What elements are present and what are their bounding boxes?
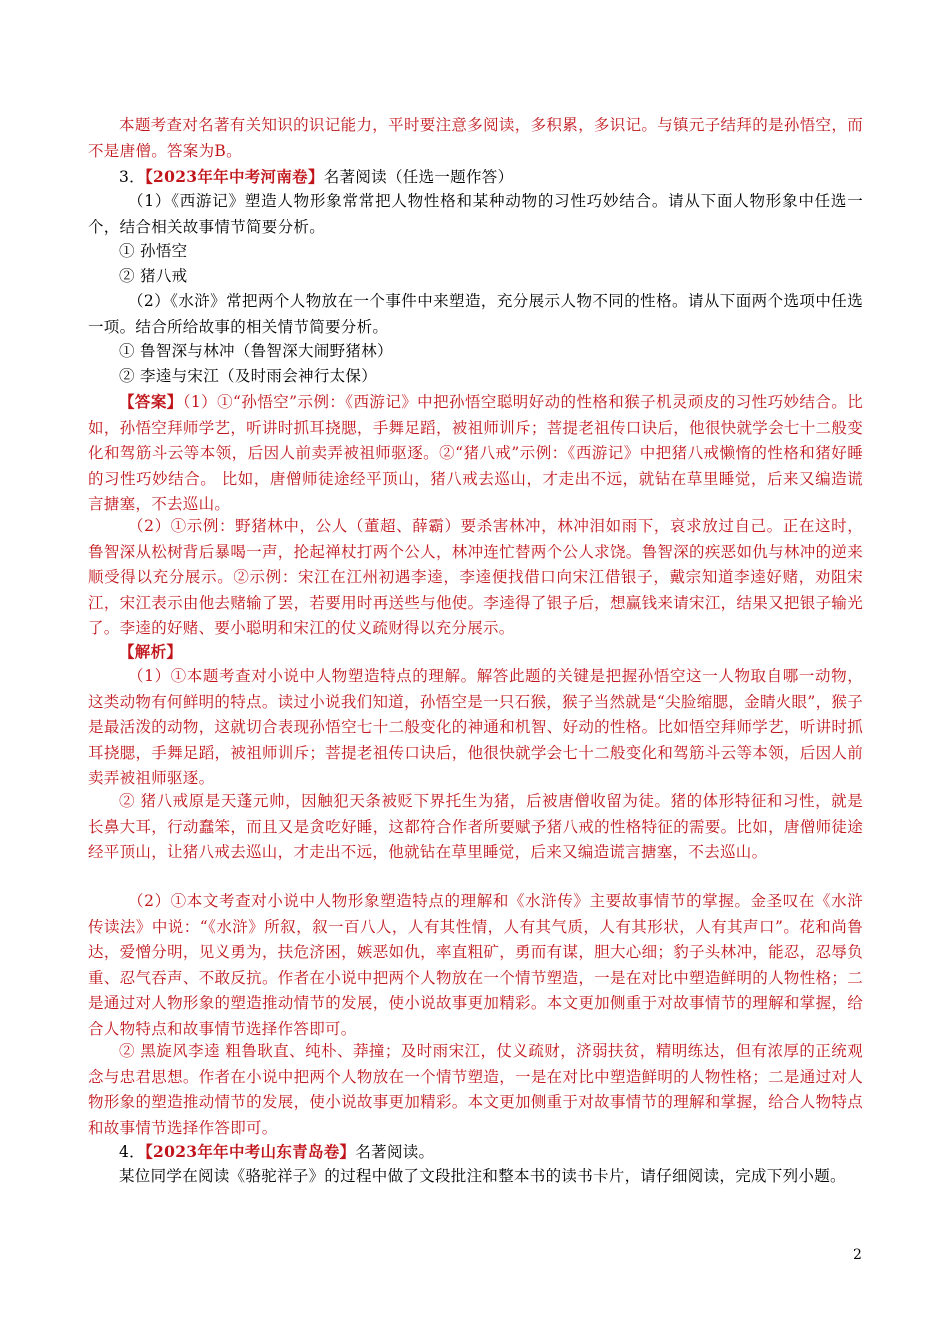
q3-analysis-1a: （1）①本题考查对小说中人物塑造特点的理解。解答此题的关键是把握孙悟空这一人物取自哪一动物，这类动物有何鲜明的特点。读过小说我们知道，孙悟空是一只石猴，猴子当然就是“尖脸缩腮，金睛火眼”，猴子是最活泼的动物，这就切合表现孙悟空七十二般变化的神通和机智、好动的性格。比如悟空拜师学艺，听讲时抓耳挠腮，手舞足蹈，被祖师训斥；菩提老祖传口诀后，他很快就学会七十二般变化和驾筋斗云等本领，后因人前卖弄被祖师驱逐。 [88,667,863,787]
q4-number: 4． [119,1143,145,1161]
q3-answer-2: （2）①示例：野猪林中，公人（董超、薛霸）要杀害林冲，林冲泪如雨下，哀求放过自己。正在这时，鲁智深从松树背后暴喝一声，抡起禅杖打两个公人，林冲连忙替两个公人求饶。鲁智深的疾恶如仇与林冲的逆来顺受得以充分展示。②示例：宋江在江州初遇李逵，李逵便找借口向宋江借银子，戴宗知道李逵好赌，劝阻宋江，宋江表示由他去赌输了罢，若要用时再送些与他使。李逵得了银子后，想赢钱来请宋江，结果又把银子输光了。李逵的好赌、要小聪明和宋江的仗义疏财得以充分展示。 [88,517,863,637]
q3-part2-option-2: ② 李逵与宋江（及时雨会神行太保） [119,367,378,385]
q4-prompt: 某位同学在阅读《骆驼祥子》的过程中做了文段批注和整本书的读书卡片，请仔细阅读，完成下列小题。 [119,1167,846,1185]
page-number: 2 [853,1247,862,1263]
answer-tag: 【答案】 [119,392,183,411]
q4-heading [88,1139,863,1166]
q3-answer-1 [88,389,863,518]
q3-analysis-heading [88,639,863,666]
q3-part2-option-1: ① 鲁智深与林冲（鲁智深大闹野猪林） [119,342,393,360]
answer-1-text: （1）①“孙悟空”示例：《西游记》中把孙悟空聪明好动的性格和猴子机灵顽皮的习性巧妙结合。比如，孙悟空拜师学艺，听讲时抓耳挠腮，手舞足蹈，被祖师训斥；菩提老祖传口诀后，他很快就学会七十二般变化和驾筋斗云等本领，后因人前卖弄被祖师驱逐。②“猪八戒”示例：《西游记》中把猪八戒懒惰的性格和猪好睡的习性巧妙结合。 比如，唐僧师徒途经平顶山，猪八戒去巡山，才走出不远，就钻在草里睡觉，后来又编造谎言搪塞，不去巡山。 [88,393,864,513]
q3-analysis-1b: ② 猪八戒原是天蓬元帅，因触犯天条被贬下界托生为猪，后被唐僧收留为徒。猪的体形特征和习性，就是长鼻大耳，行动蠢笨，而且又是贪吃好睡，这都符合作者所要赋予猪八戒的性格特征的需要。比如，唐僧师徒途经平顶山，让猪八戒去巡山，才走出不远，他就钻在草里睡觉，后来又编造谎言搪塞，不去巡山。 [88,792,863,861]
q3-part1-prompt: （1）《西游记》塑造人物形象常常把人物性格和某种动物的习性巧妙结合。请从下面人物形象中任选一个，结合相关故事情节简要分析。 [88,192,863,236]
q3-part2-prompt: （2）《水浒》常把两个人物放在一个事件中来塑造，充分展示人物不同的性格。请从下面两个选项中任选一项。结合所给故事的相关情节简要分析。 [88,292,863,336]
q3-heading [88,164,863,191]
q3-analysis-2a: （2）①本文考查对小说中人物形象塑造特点的理解和《水浒传》主要故事情节的掌握。金圣叹在《水浒传读法》中说：“《水浒》所叙，叙一百八人，人有其性情，人有其气质，人有其形状，人有其声口”。花和尚鲁达，爱憎分明，见义勇为，扶危济困，嫉恶如仇，率直粗矿，勇而有谋，胆大心细；豹子头林冲，能忍，忍辱负重、忍气吞声、不敢反抗。作者在小说中把两个人物放在一个情节塑造，一是在对比中塑造鲜明的人物性格；二是通过对人物形象的塑造推动情节的发展，使小说故事更加精彩。本文更加侧重于对故事情节的理解和掌握，给合人物特点和故事情节选择作答即可。 [88,892,863,1038]
q3-number: 3． [119,168,145,186]
q4-title: 名著阅读。 [355,1143,435,1161]
q3-title: 名著阅读（任选一题作答） [323,168,514,186]
q4-source: 【2023年年中考山东青岛卷】 [144,1142,356,1161]
q3-source: 【2023年年中考河南卷】 [144,167,324,186]
q2-explanation: 本题考查对名著有关知识的识记能力，平时要注意多阅读，多积累，多识记。与镇元子结拜的是孙悟空，而不是唐僧。答案为B。 [88,116,863,160]
analysis-tag: 【解析】 [119,642,183,661]
q3-analysis-2b: ② 黑旋风李逵 粗鲁耿直、纯朴、莽撞；及时雨宋江，仗义疏财，济弱扶贫，精明练达，但有浓厚的正统观念与忠君思想。作者在小说中把两个人物放在一个情节塑造，一是在对比中塑造鲜明的人物性格；二是通过对人物形象的塑造推动情节的发展，使小说故事更加精彩。本文更加侧重于对故事情节的理解和掌握，给合人物特点和故事情节选择作答即可。 [88,1042,863,1137]
q3-part1-option-1: ① 孙悟空 [119,242,188,260]
q3-part1-option-2: ② 猪八戒 [119,267,188,285]
